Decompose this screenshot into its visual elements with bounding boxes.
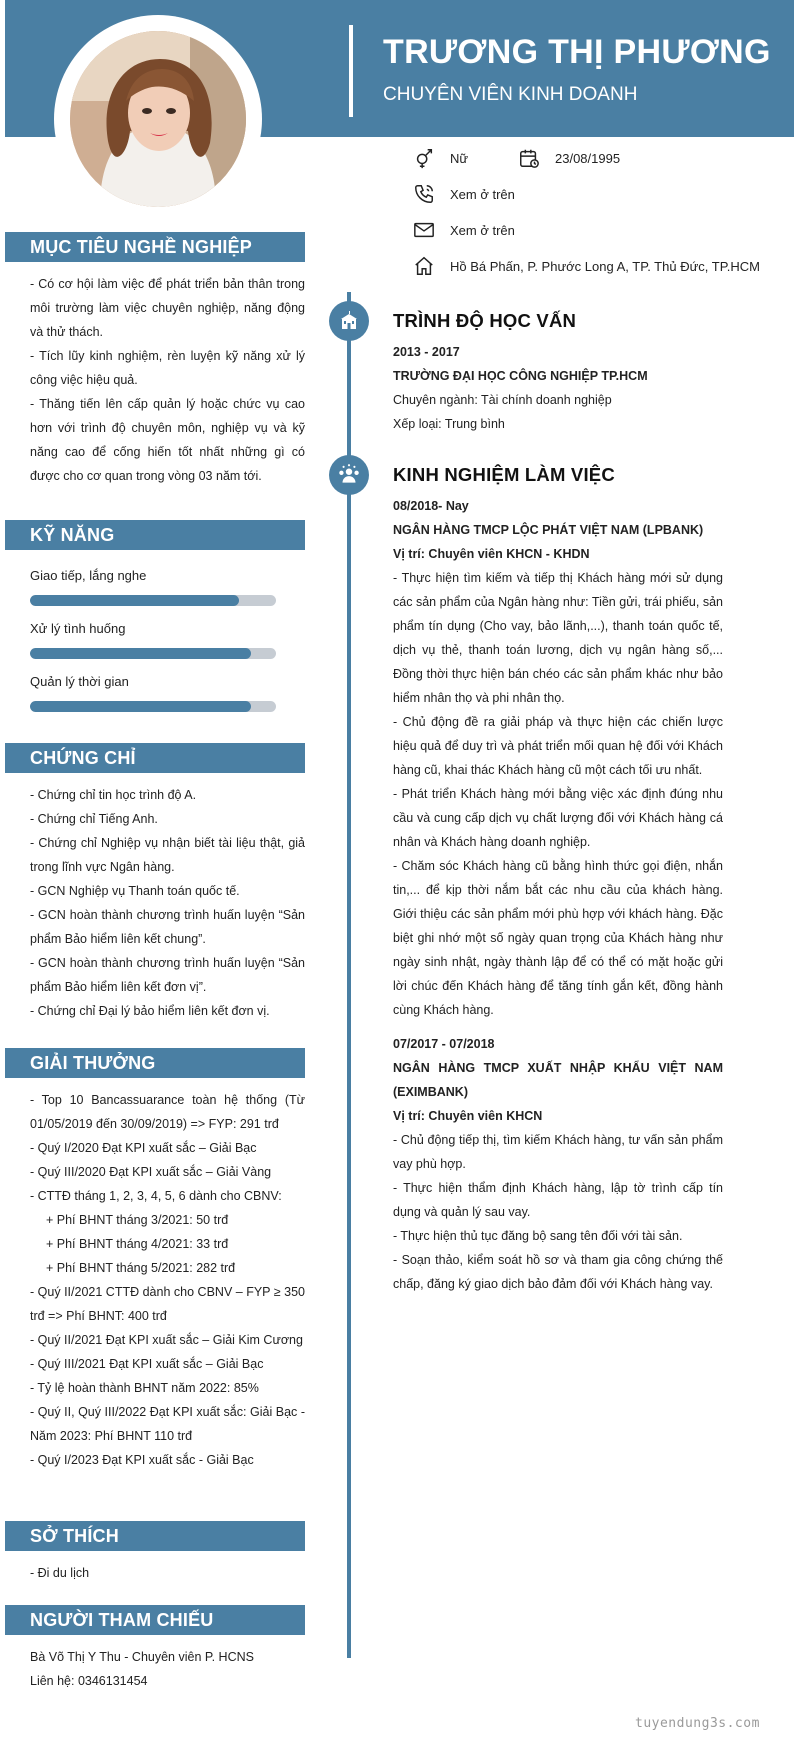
award-line: - Quý I/2020 Đạt KPI xuất sắc – Giải Bạc bbox=[30, 1141, 257, 1155]
objective-line: - Có cơ hội làm việc để phát triển bản thân trong môi trường làm việc chuyên nghiệp, năng động và thử thách. bbox=[30, 277, 305, 339]
phone-icon bbox=[412, 182, 436, 206]
skill-level-fill bbox=[30, 701, 251, 712]
dob-row bbox=[517, 146, 620, 170]
phone-value: Xem ở trên bbox=[450, 186, 515, 202]
job-company: NGÂN HÀNG TMCP LỘC PHÁT VIỆT NAM (LPBANK) bbox=[393, 523, 704, 537]
certificate-line: - Chứng chỉ tin học trình độ A. bbox=[30, 788, 197, 802]
experience-body bbox=[393, 494, 723, 1296]
school-icon bbox=[329, 301, 369, 341]
job-duty: - Chủ động tiếp thị, tìm kiếm Khách hàng, tư vấn sản phẩm vay phù hợp. bbox=[393, 1133, 723, 1171]
reference-line: Bà Võ Thị Y Thu - Chuyên viên P. HCNS bbox=[30, 1650, 254, 1664]
left-column bbox=[5, 232, 305, 1693]
awards-section bbox=[5, 1048, 305, 1521]
skill-level-fill bbox=[30, 595, 239, 606]
certificate-line: - GCN Nghiệp vụ Thanh toán quốc tế. bbox=[30, 884, 240, 898]
skills-section bbox=[5, 520, 305, 743]
email-row bbox=[412, 218, 515, 242]
education-section bbox=[393, 310, 723, 436]
hobbies-section bbox=[5, 1521, 305, 1605]
skills-heading: KỸ NĂNG bbox=[5, 520, 305, 550]
job-duty: - Chăm sóc Khách hàng cũ bằng hình thức gọi điện, nhắn tin,... để kịp thời nắm bắt các nhu cầu của khách hàng. Giới thiệu các sản phẩm mới phù hợp với khách hàng. Đặc biệt ghi nhớ một số ngày quan trọng của Khách hàng như ngày sinh nhật, ngày thành lập để có thể có mặt hoặc gửi lời chúc đến Khách hàng để tăng tính gắn kết, đồng hành cùng Khách hàng. bbox=[393, 859, 723, 1017]
job-period: 07/2017 - 07/2018 bbox=[393, 1037, 495, 1051]
education-major: Chuyên ngành: Tài chính doanh nghiệp bbox=[393, 393, 612, 407]
award-subline: + Phí BHNT tháng 3/2021: 50 trđ bbox=[46, 1213, 229, 1227]
watermark: tuyendung3s.com bbox=[635, 1716, 760, 1731]
education-body bbox=[393, 340, 723, 436]
calendar-icon bbox=[517, 146, 541, 170]
hobby-line: - Đi du lịch bbox=[30, 1566, 90, 1580]
certificate-line: - GCN hoàn thành chương trình huấn luyện “Sản phẩm Bảo hiểm liên kết đơn vị”. bbox=[30, 956, 305, 994]
award-line: - Quý III/2021 Đạt KPI xuất sắc – Giải Bạc bbox=[30, 1357, 264, 1371]
job-position: Vị trí: Chuyên viên KHCN - KHDN bbox=[393, 547, 590, 561]
dob-value: 23/08/1995 bbox=[555, 150, 621, 166]
skills-body bbox=[5, 550, 305, 743]
skill-bar bbox=[30, 595, 276, 606]
skill-bar bbox=[30, 648, 276, 659]
award-line: - Quý III/2020 Đạt KPI xuất sắc – Giải Vàng bbox=[30, 1165, 272, 1179]
references-section bbox=[5, 1605, 305, 1693]
job-duty: - Phát triển Khách hàng mới bằng việc xác định đúng nhu cầu và cung cấp dịch vụ chất lượng đối với Khách hàng cá nhân và Khách hàng doanh nghiệp. bbox=[393, 787, 723, 849]
education-heading: TRÌNH ĐỘ HỌC VẤN bbox=[393, 310, 577, 331]
award-line: - Quý II/2021 Đạt KPI xuất sắc – Giải Kim Cương bbox=[30, 1333, 303, 1347]
job-title: CHUYÊN VIÊN KINH DOANH bbox=[383, 84, 638, 105]
team-icon bbox=[329, 455, 369, 495]
gender-icon bbox=[412, 146, 436, 170]
gender-row bbox=[412, 146, 468, 170]
certificate-line: - GCN hoàn thành chương trình huấn luyện “Sản phẩm Bảo hiểm liên kết chung”. bbox=[30, 908, 305, 946]
award-subline: + Phí BHNT tháng 5/2021: 282 trđ bbox=[46, 1261, 236, 1275]
job-duty: - Thực hiện thủ tục đăng bộ sang tên đối với tài sản. bbox=[393, 1229, 683, 1243]
award-line: - Quý I/2023 Đạt KPI xuất sắc - Giải Bạc bbox=[30, 1453, 254, 1467]
education-period: 2013 - 2017 bbox=[393, 345, 460, 359]
home-icon bbox=[412, 254, 436, 278]
award-line: - Quý II, Quý III/2022 Đạt KPI xuất sắc: Giải Bạc - Năm 2023: Phí BHNT 110 trđ bbox=[30, 1405, 305, 1443]
awards-heading: GIẢI THƯỞNG bbox=[5, 1048, 305, 1078]
references-body bbox=[5, 1635, 305, 1693]
job-period: 08/2018- Nay bbox=[393, 499, 469, 513]
mail-icon bbox=[412, 218, 436, 242]
education-school: TRƯỜNG ĐẠI HỌC CÔNG NGHIỆP TP.HCM bbox=[393, 369, 648, 383]
skill-name: Giao tiếp, lắng nghe bbox=[30, 568, 147, 583]
objective-line: - Thăng tiến lên cấp quản lý hoặc chức vụ cao hơn với trình độ chuyên môn, nghiệp vụ và kỹ năng cao để cống hiến tốt nhất những gì có được cho cơ quan trong vòng 03 năm tới. bbox=[30, 397, 305, 483]
profile-photo bbox=[70, 31, 246, 207]
awards-body bbox=[5, 1078, 305, 1521]
references-heading: NGƯỜI THAM CHIẾU bbox=[5, 1605, 305, 1635]
award-line: - Top 10 Bancassuarance toàn hệ thống (Từ 01/05/2019 đến 30/09/2019) => FYP: 291 trđ bbox=[30, 1093, 305, 1131]
header-divider bbox=[349, 25, 353, 117]
hobbies-body bbox=[5, 1551, 305, 1605]
certificate-line: - Chứng chỉ Tiếng Anh. bbox=[30, 812, 158, 826]
timeline-line bbox=[347, 292, 351, 1658]
skill-name: Quản lý thời gian bbox=[30, 674, 129, 689]
job-position: Vị trí: Chuyên viên KHCN bbox=[393, 1109, 543, 1123]
hobbies-heading: SỞ THÍCH bbox=[5, 1521, 305, 1551]
experience-heading: KINH NGHIỆM LÀM VIỆC bbox=[393, 464, 615, 485]
phone-row bbox=[412, 182, 515, 206]
address-value: Hồ Bá Phấn, P. Phước Long A, TP. Thủ Đức, TP.HCM bbox=[450, 258, 760, 274]
objective-section bbox=[5, 232, 305, 520]
job-entry bbox=[393, 1032, 723, 1296]
skill-bar bbox=[30, 701, 276, 712]
certificates-section bbox=[5, 743, 305, 1048]
job-entry bbox=[393, 494, 723, 1022]
objective-line: - Tích lũy kinh nghiệm, rèn luyện kỹ năng xử lý công việc hiệu quả. bbox=[30, 349, 305, 387]
award-line: - Quý II/2021 CTTĐ dành cho CBNV – FYP ≥ 350 trđ => Phí BHNT: 400 trđ bbox=[30, 1285, 305, 1323]
address-row bbox=[412, 254, 760, 278]
objective-heading: MỤC TIÊU NGHỀ NGHIỆP bbox=[5, 232, 305, 262]
job-company: NGÂN HÀNG TMCP XUẤT NHẬP KHẨU VIỆT NAM (EXIMBANK) bbox=[393, 1061, 723, 1099]
experience-section bbox=[393, 464, 723, 1296]
award-subline: + Phí BHNT tháng 4/2021: 33 trđ bbox=[46, 1237, 229, 1251]
certificates-body bbox=[5, 773, 305, 1048]
education-rank: Xếp loại: Trung bình bbox=[393, 417, 505, 431]
award-line: - CTTĐ tháng 1, 2, 3, 4, 5, 6 dành cho CBNV: bbox=[30, 1189, 282, 1203]
candidate-name: TRƯƠNG THỊ PHƯƠNG bbox=[383, 33, 771, 71]
job-duty: - Thực hiện tìm kiếm và tiếp thị Khách hàng mới sử dụng các sản phẩm của Ngân hàng như: Tiền gửi, trái phiếu, sản phẩm tín dụng (Cho vay, bảo lãnh,...), thanh toán quốc tế, dịch vụ thẻ, thanh toán lương, dịch vụ ngân hàng số,... Đồng thời thực hiện bán chéo các sản phẩm khác như bảo hiểm nhân thọ và phi nhân thọ. bbox=[393, 571, 723, 705]
certificates-heading: CHỨNG CHỈ bbox=[5, 743, 305, 773]
objective-body bbox=[5, 262, 305, 520]
job-duty: - Soạn thảo, kiểm soát hồ sơ và tham gia công chứng thế chấp, đăng ký giao dịch bảo đảm đối với Khách hàng vay. bbox=[393, 1253, 723, 1291]
award-line: - Tỷ lệ hoàn thành BHNT năm 2022: 85% bbox=[30, 1381, 259, 1395]
certificate-line: - Chứng chỉ Đại lý bảo hiểm liên kết đơn vị. bbox=[30, 1004, 270, 1018]
email-value: Xem ở trên bbox=[450, 222, 515, 238]
certificate-line: - Chứng chỉ Nghiệp vụ nhận biết tài liệu thật, giả trong lĩnh vực Ngân hàng. bbox=[30, 836, 305, 874]
gender-value: Nữ bbox=[450, 150, 469, 166]
skill-level-fill bbox=[30, 648, 251, 659]
reference-line: Liên hệ: 0346131454 bbox=[30, 1674, 148, 1688]
job-duty: - Thực hiện thẩm định Khách hàng, lập tờ trình cấp tín dụng và quản lý sau vay. bbox=[393, 1181, 723, 1219]
job-duty: - Chủ động đề ra giải pháp và thực hiện các chiến lược hiệu quả để duy trì và phát triển mối quan hệ đối với Khách hàng cũ, khai thác Khách hàng cũ một cách tối ưu nhất. bbox=[393, 715, 723, 777]
skill-name: Xử lý tình huống bbox=[30, 621, 126, 636]
